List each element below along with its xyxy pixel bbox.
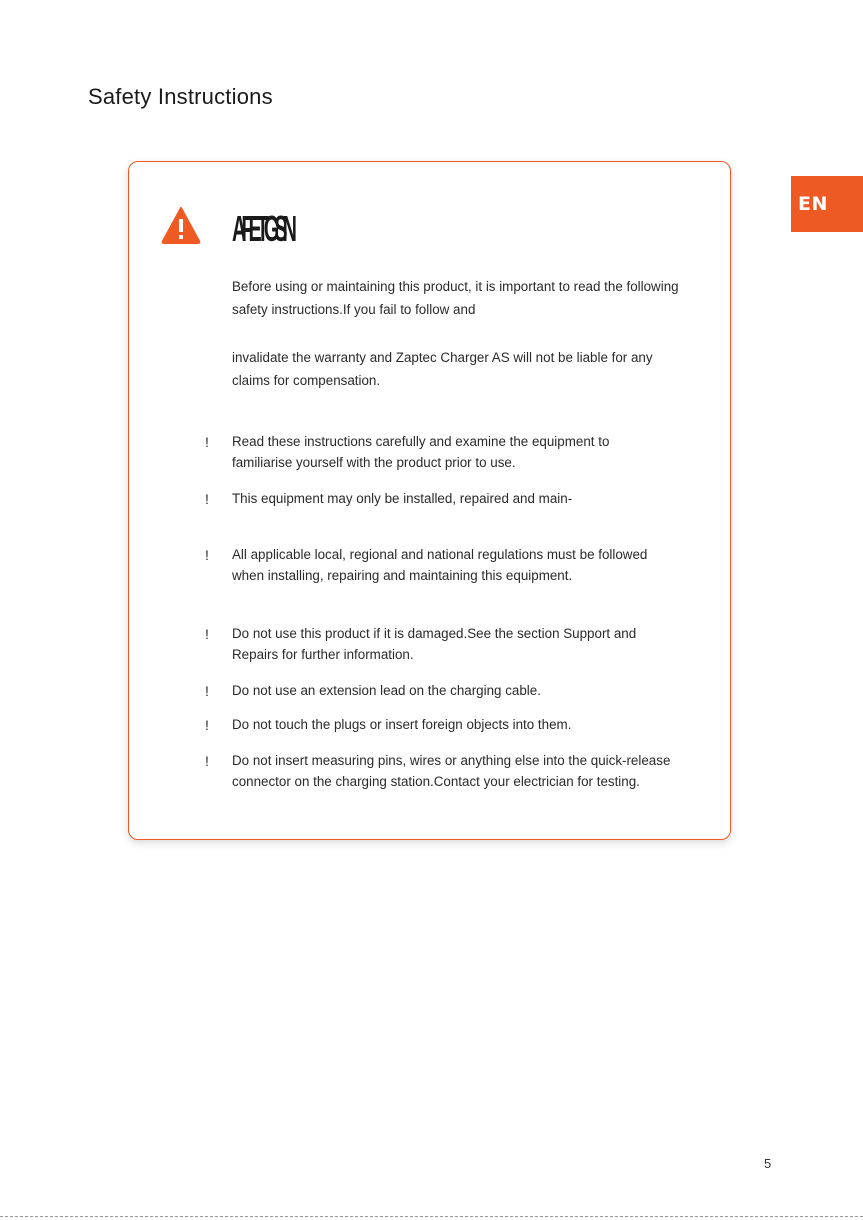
exclamation-icon: ! <box>205 717 209 733</box>
exclamation-icon: ! <box>205 626 209 642</box>
intro-paragraph-2 <box>232 346 692 392</box>
exclamation-icon: ! <box>205 434 209 450</box>
intro-text-1: Before using or maintaining this product, it is important to read the following safety instructions.If you fail to follow and <box>232 279 679 317</box>
list-item-text: Do not insert measuring pins, wires or anything else into the quick-release connector on the charging station.Contact your electrician for testing. <box>232 753 671 789</box>
safety-warning-box <box>128 161 731 840</box>
exclamation-icon: ! <box>205 753 209 769</box>
intro-text-2: invalidate the warranty and Zaptec Charger AS will not be liable for any claims for compensation. <box>232 350 653 388</box>
language-tab[interactable]: EN <box>791 176 863 232</box>
warning-heading: AFETGSN <box>232 208 292 249</box>
list-item-text: Do not use an extension lead on the charging cable. <box>232 683 541 698</box>
exclamation-icon: ! <box>205 547 209 563</box>
exclamation-icon: ! <box>205 683 209 699</box>
page-title: Safety Instructions <box>88 84 273 109</box>
list-item-text: Do not use this product if it is damaged.See the section Support and Repairs for further information. <box>232 626 637 662</box>
page-number: 5 <box>764 1156 772 1171</box>
list-item-text: Do not touch the plugs or insert foreign objects into them. <box>232 717 572 732</box>
list-item-text: All applicable local, regional and national regulations must be followed when installing, repairing and maintaining this equipment. <box>232 547 648 583</box>
warning-triangle-icon <box>161 206 201 244</box>
intro-paragraph-1 <box>232 275 692 321</box>
list-item-text: This equipment may only be installed, repaired and main- <box>232 491 573 506</box>
footer-divider <box>0 1216 863 1217</box>
list-item-text: Read these instructions carefully and examine the equipment to familiarise yourself with the product prior to use. <box>232 434 610 470</box>
exclamation-icon: ! <box>205 491 209 507</box>
